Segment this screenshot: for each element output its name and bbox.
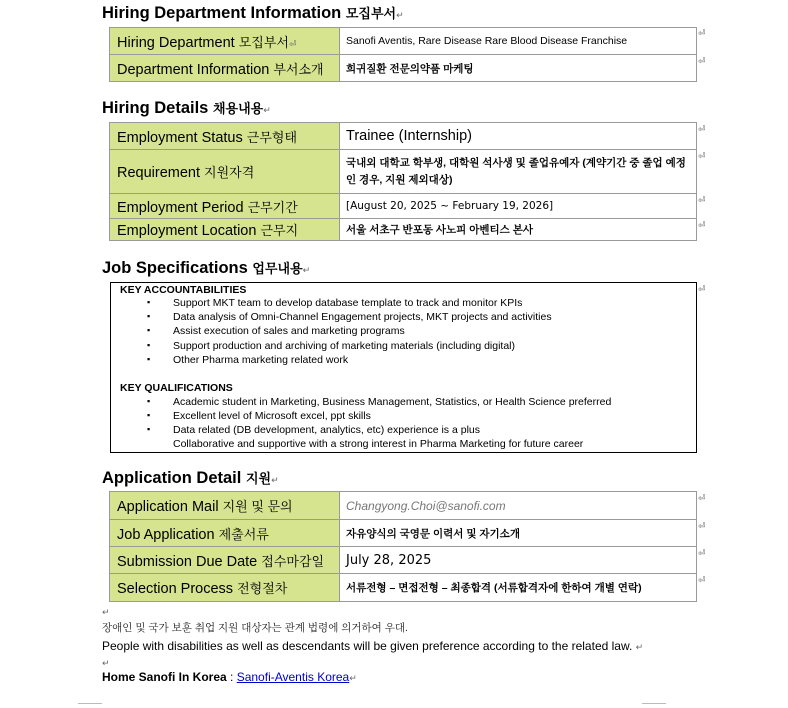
list-item: ▪ Assist execution of sales and marketing programs xyxy=(147,325,405,337)
table-row xyxy=(110,219,697,241)
paragraph-mark: ↵ xyxy=(102,658,110,668)
list-item: ▪ Data related (DB development, analytics, etc) experience is a plus xyxy=(147,424,480,436)
section-heading-application-detail: Application Detail 지원↵ xyxy=(102,469,279,487)
bullet-icon: ▪ xyxy=(147,354,151,364)
cell-end-mark: ⏎ xyxy=(698,493,706,503)
bullet-icon: ▪ xyxy=(147,396,151,406)
table-label-cell: Hiring Department 모집부서⏎ xyxy=(110,28,340,55)
home-line: Home Sanofi In Korea : Sanofi-Aventis Korea↵ xyxy=(102,670,357,684)
list-item: ▪ Other Pharma marketing related work xyxy=(147,354,349,366)
cell-end-mark: ⏎ xyxy=(698,220,706,230)
table-label-cell: Department Information 부서소개 xyxy=(110,55,340,82)
cell-end-mark: ⏎ xyxy=(698,195,706,205)
table-value-cell[interactable]: 희귀질환 전문의약품 마케팅 xyxy=(340,55,697,82)
table-row xyxy=(110,55,697,82)
table-value-cell[interactable]: Sanofi Aventis, Rare Disease Rare Blood Disease Franchise xyxy=(340,28,697,55)
cell-end-mark: ⏎ xyxy=(698,56,706,66)
table-row xyxy=(110,520,697,547)
korean-preference-note: 장애인 및 국가 보훈 취업 지원 대상자는 관계 법령에 의거하여 우대. xyxy=(102,622,408,634)
table-value-cell[interactable]: Trainee (Internship) xyxy=(340,123,697,150)
table-value-cell[interactable]: July 28, 2025 xyxy=(340,547,697,574)
list-item: ▪ Academic student in Marketing, Business Management, Statistics, or Health Science preferred xyxy=(147,396,612,408)
table-row xyxy=(110,123,697,150)
page-margin-marker xyxy=(642,703,666,704)
bullet-icon: ▪ xyxy=(147,340,151,350)
table-row xyxy=(110,547,697,574)
table-label-cell: Employment Status 근무형태 xyxy=(110,123,340,150)
table-label-cell: Employment Period 근무기간 xyxy=(110,194,340,219)
english-preference-note: People with disabilities as well as descendants will be given preference according to the related law. ↵ xyxy=(102,639,644,653)
list-item-continuation: Collaborative and supportive with a strong interest in Pharma Marketing for future career xyxy=(173,438,584,450)
section-heading-hiring-details: Hiring Details 채용내용↵ xyxy=(102,99,271,117)
list-item: ▪ Data analysis of Omni-Channel Engagement projects, MKT projects and activities xyxy=(147,311,552,323)
key-qualifications-heading: KEY QUALIFICATIONS xyxy=(120,382,233,394)
bullet-icon: ▪ xyxy=(147,410,151,420)
list-item: ▪ Support production and archiving of marketing materials (including digital) xyxy=(147,340,516,352)
cell-end-mark: ⏎ xyxy=(698,124,706,134)
table-label-cell: Job Application 제출서류 xyxy=(110,520,340,547)
bullet-icon: ▪ xyxy=(147,424,151,434)
application-mail-value[interactable]: Changyong.Choi@sanofi.com xyxy=(340,492,697,520)
bullet-icon: ▪ xyxy=(147,325,151,335)
table-label-cell: Employment Location 근무지 xyxy=(110,219,340,241)
table-label-cell: Selection Process 전형절차 xyxy=(110,574,340,602)
cell-end-mark: ⏎ xyxy=(698,151,706,161)
table-value-cell[interactable]: 국내외 대학교 학부생, 대학원 석사생 및 졸업유예자 (계약기간 중 졸업 예정인 경우, 지원 제외대상) xyxy=(340,150,697,194)
application-detail-table xyxy=(109,491,697,602)
list-item: ▪ Excellent level of Microsoft excel, ppt skills xyxy=(147,410,371,422)
table-row xyxy=(110,574,697,602)
table-row xyxy=(110,150,697,194)
paragraph-mark: ↵ xyxy=(102,607,110,617)
cell-end-mark: ⏎ xyxy=(698,521,706,531)
table-label-cell: Requirement 지원자격 xyxy=(110,150,340,194)
table-label-cell: Application Mail 지원 및 문의 xyxy=(110,492,340,520)
bullet-icon: ▪ xyxy=(147,297,151,307)
section-heading-job-specifications: Job Specifications 업무내용↵ xyxy=(102,259,311,277)
key-accountabilities-heading: KEY ACCOUNTABILITIES xyxy=(120,284,247,296)
cell-end-mark: ⏎ xyxy=(698,284,706,294)
bullet-icon: ▪ xyxy=(147,311,151,321)
page-margin-marker xyxy=(78,703,102,704)
table-value-cell[interactable]: 서류전형 – 면접전형 – 최종합격 (서류합격자에 한하여 개별 연락) xyxy=(340,574,697,602)
table-row xyxy=(110,28,697,55)
table-label-cell: Submission Due Date 접수마감일 xyxy=(110,547,340,574)
table-row xyxy=(110,194,697,219)
cell-end-mark: ⏎ xyxy=(698,575,706,585)
table-value-cell[interactable]: 서울 서초구 반포동 사노피 아벤티스 본사 xyxy=(340,219,697,241)
list-item: ▪ Support MKT team to develop database template to track and monitor KPIs xyxy=(147,297,523,309)
job-specifications-box xyxy=(110,282,697,453)
table-row xyxy=(110,492,697,520)
table-value-cell[interactable]: [August 20, 2025 ~ February 19, 2026] xyxy=(340,194,697,219)
section-heading-hiring-department: Hiring Department Information 모집부서↵ xyxy=(102,4,404,22)
cell-end-mark: ⏎ xyxy=(698,548,706,558)
sanofi-korea-link[interactable]: Sanofi-Aventis Korea xyxy=(236,670,350,684)
hiring-department-table xyxy=(109,27,697,82)
cell-end-mark: ⏎ xyxy=(698,28,706,38)
hiring-details-table xyxy=(109,122,697,241)
table-value-cell[interactable]: 자유양식의 국영문 이력서 및 자기소개 xyxy=(340,520,697,547)
